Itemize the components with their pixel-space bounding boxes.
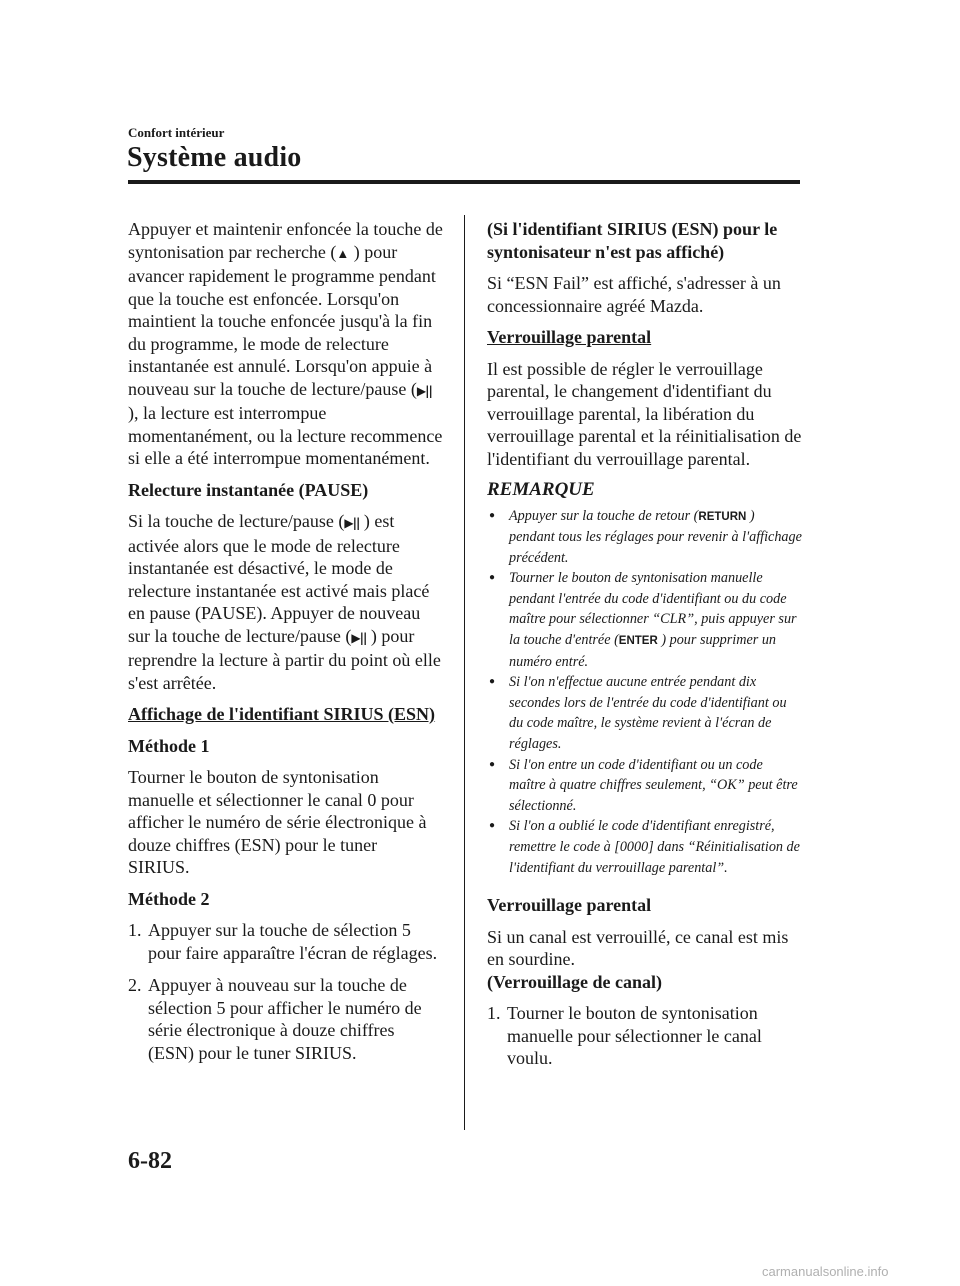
left-column	[128, 218, 443, 1074]
bullet-icon: ●	[489, 820, 496, 832]
column-divider	[464, 215, 465, 1130]
paragraph-seek-replay: Appuyer et maintenir enfoncée la touche de syntonisation par recherche (▲ ) pour avancer rapidement le programme pendant que la touche est enfoncée. Lorsqu'on maintient la touche enfoncée jusqu'à la fin du programme, le mode de relecture instantanée est annulé. Lorsqu'on appuie à nouveau sur la touche de lecture/pause (▶|| ), la lecture est interrompue momentanément, ou la lecture recommence si elle a été interrompue momentanément.	[128, 219, 443, 468]
paragraph-method-1: Tourner le bouton de syntonisation manuelle et sélectionner le canal 0 pour afficher le numéro de série électronique à douze chiffres (ESN) pour le tuner SIRIUS.	[128, 767, 427, 877]
page-title: Système audio	[127, 142, 302, 173]
heading-parental-lock-2: Verrouillage parental	[487, 895, 652, 916]
list-item: ● Si l'on entre un code d'identifiant ou un code maître à quatre chiffres seulement, “OK” peut être sélectionné.	[487, 755, 802, 817]
return-key-icon: RETURN	[698, 510, 747, 523]
play-pause-icon: ▶||	[351, 630, 367, 645]
heading-pause: Relecture instantanée (PAUSE)	[128, 479, 369, 500]
paragraph-esn-fail: Si “ESN Fail” est affiché, s'adresser à un concessionnaire agréé Mazda.	[487, 273, 781, 316]
list-item: 1. Tourner le bouton de syntonisation manuelle pour sélectionner le canal voulu.	[487, 1003, 762, 1069]
note-list	[487, 506, 802, 879]
list-item: ● Appuyer sur la touche de retour (RETURN ) pendant tous les réglages pour revenir à l'affichage précédent.	[487, 506, 802, 569]
watermark: carmanualsonline.info	[762, 1264, 889, 1279]
enter-key-icon: ENTER	[618, 635, 658, 648]
bullet-icon: ●	[489, 676, 496, 688]
heading-channel-lock: (Verrouillage de canal)	[487, 971, 662, 992]
list-item: ● Tourner le bouton de syntonisation manuelle pendant l'entrée du code d'identifiant ou du code maître pour sélectionner “CLR”, puis appuyer sur la touche d'entrée (ENTER ) pour supprimer un numéro entré.	[487, 568, 802, 672]
bullet-icon: ●	[489, 758, 496, 770]
seek-up-icon: ▲	[336, 245, 350, 261]
paragraph-parental-lock: Il est possible de régler le verrouillage parental, le changement d'identifiant du verrouillage parental, la libération du verrouillage parental et la réinitialisation de l'identifiant du verrouillage parental.	[487, 358, 802, 469]
right-column	[487, 218, 802, 1080]
title-rule	[128, 180, 800, 184]
heading-esn: Affichage de l'identifiant SIRIUS (ESN)	[128, 704, 436, 724]
page-number: 6-82	[128, 1148, 172, 1174]
bullet-icon: ●	[489, 572, 496, 584]
list-item: 2. Appuyer à nouveau sur la touche de sélection 5 pour afficher le numéro de série électronique à douze chiffres (ESN) pour le tuner SIRIUS.	[128, 975, 422, 1063]
heading-method-2: Méthode 2	[128, 888, 210, 909]
list-item: 1. Appuyer sur la touche de sélection 5 pour faire apparaître l'écran de réglages.	[128, 920, 438, 963]
paragraph-parental-lock-2: Si un canal est verrouillé, ce canal est mis en sourdine.	[487, 926, 789, 970]
play-pause-icon: ▶||	[344, 516, 360, 530]
note-heading: REMARQUE	[487, 479, 595, 500]
play-pause-icon: ▶||	[416, 383, 432, 398]
heading-esn-fail: (Si l'identifiant SIRIUS (ESN) pour le syntonisateur n'est pas affiché)	[487, 219, 778, 262]
heading-method-1: Méthode 1	[128, 735, 210, 756]
paragraph-pause: Si la touche de lecture/pause (▶|| ) est activée alors que le mode de relecture instantanée est désactivé, le mode de relecture instantanée est activé mais placé en pause (PAUSE). Appuyer de nouveau sur la touche de lecture/pause (▶|| ) pour reprendre la lecture à partir du point où elle s'est arrêtée.	[128, 511, 441, 693]
bullet-icon: ●	[489, 509, 496, 521]
list-item: ● Si l'on a oublié le code d'identifiant enregistré, remettre le code à [0000] dans “Réinitialisation de l'identifiant du verrouillage parental”.	[487, 816, 802, 878]
section-label: Confort intérieur	[128, 125, 225, 140]
heading-parental-lock: Verrouillage parental	[487, 327, 652, 347]
list-item: ● Si l'on n'effectue aucune entrée pendant dix secondes lors de l'entrée du code d'identifiant ou du code maître, le système revient à l'écran de réglages.	[487, 672, 802, 754]
